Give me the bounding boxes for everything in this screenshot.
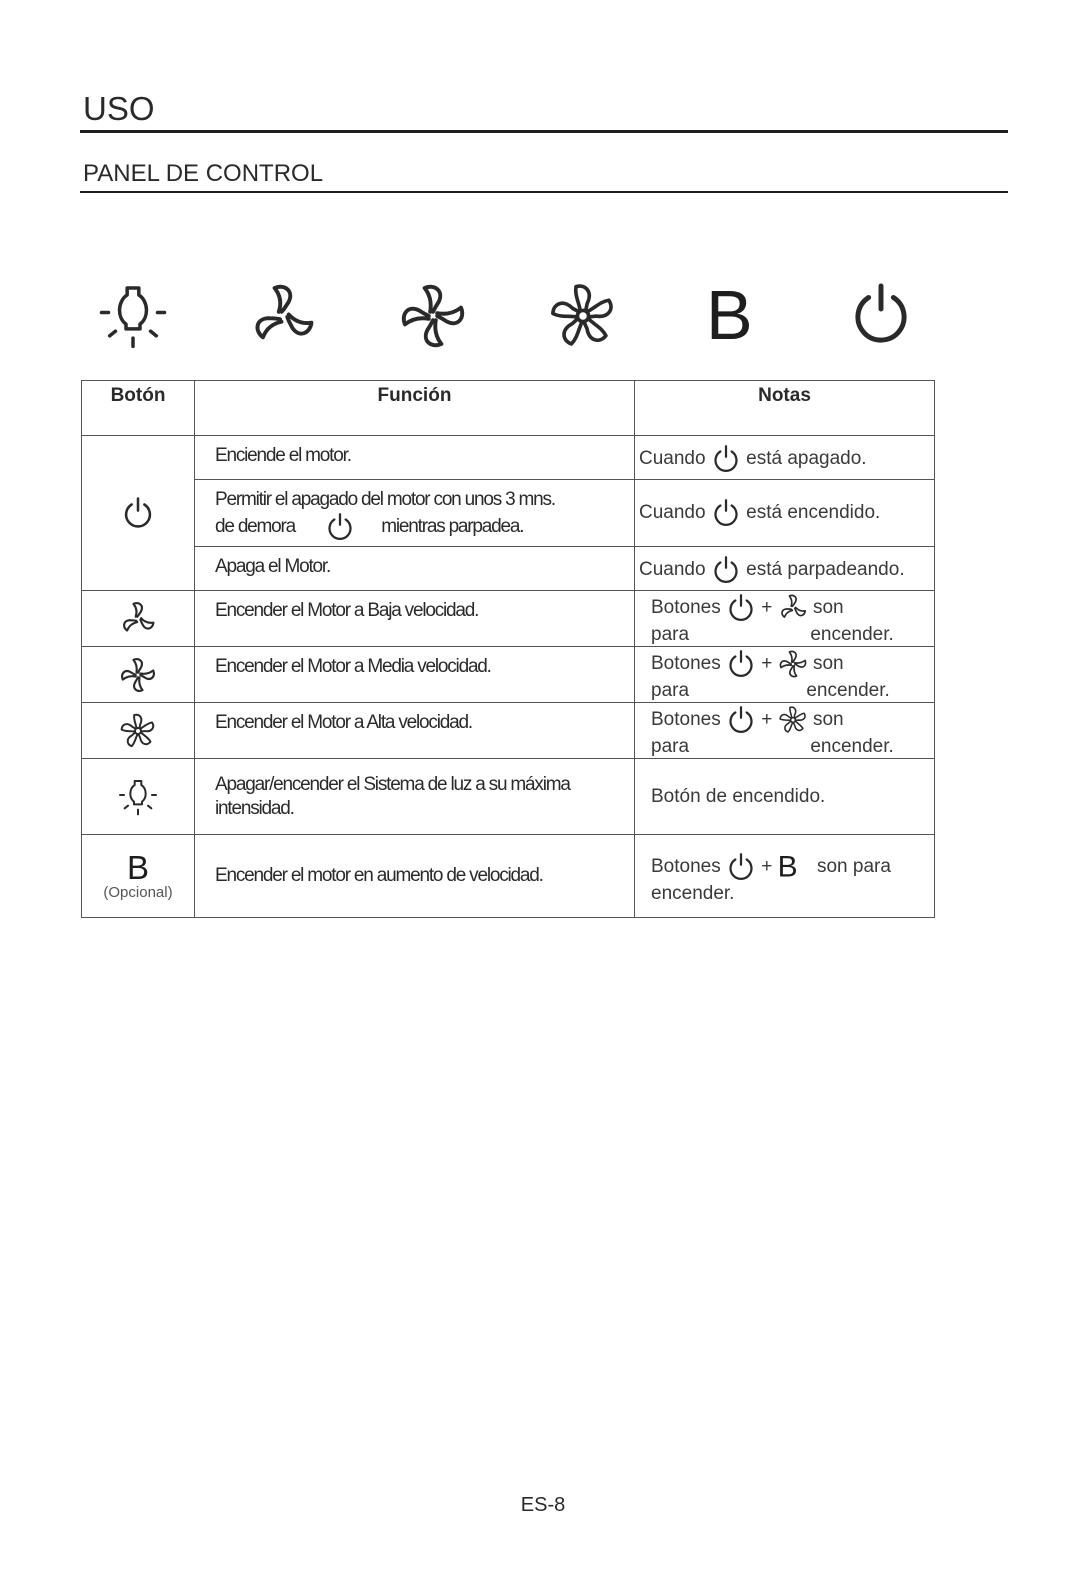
note-cell — [635, 480, 935, 547]
note-text: son — [812, 653, 844, 675]
note-text: Botones — [651, 709, 721, 731]
note-text: para — [651, 680, 690, 701]
control-table — [81, 380, 935, 918]
light-bulb-icon — [98, 281, 168, 351]
note-text: encender. — [806, 680, 890, 701]
power-button-cell — [82, 436, 195, 591]
note-text: son para — [816, 855, 891, 877]
optional-label: (Opcional) — [103, 883, 173, 901]
note-text: está encendido. — [746, 502, 881, 524]
function-line: Permitir el apagado del motor con unos 3 mns. — [215, 489, 555, 510]
table-row — [82, 436, 935, 480]
function-text: Apagar/encender el Sistema de luz a su máxima intensidad. — [195, 759, 635, 835]
function-text: Encender el Motor a Alta velocidad. — [195, 703, 635, 759]
fan-medium-icon — [119, 656, 157, 694]
power-icon — [726, 852, 756, 882]
function-line: de demora — [215, 516, 296, 538]
section-title: USO — [83, 90, 155, 127]
section-subtitle: PANEL DE CONTROL — [83, 160, 324, 187]
note-text: Botones — [651, 597, 721, 619]
note-cell: Botones + son para encender. — [635, 591, 935, 647]
note-cell: Botones + son para encender. — [635, 647, 935, 703]
header-function: Función — [195, 381, 635, 436]
header-button: Botón — [82, 381, 195, 436]
fan-low-icon — [248, 281, 318, 351]
power-icon — [726, 593, 756, 623]
title-rule — [80, 130, 1008, 133]
power-icon — [726, 705, 756, 735]
function-text: Encender el Motor a Baja velocidad. — [195, 591, 635, 647]
fan-high-icon — [119, 712, 157, 750]
note-cell: Botones + son para encender. — [635, 703, 935, 759]
function-text: Encender el Motor a Media velocidad. — [195, 647, 635, 703]
note-text: Botones — [651, 653, 721, 675]
note-text: está parpadeando. — [746, 559, 905, 581]
table-row — [82, 703, 935, 759]
power-icon — [325, 512, 355, 542]
boost-b-icon: B — [706, 276, 753, 354]
table-header-row — [82, 381, 935, 436]
table-row — [82, 591, 935, 647]
note-text: son — [812, 709, 844, 731]
note-text: Cuando — [639, 559, 706, 581]
power-icon — [121, 496, 155, 530]
note-text: para — [651, 624, 690, 645]
table-row — [82, 547, 935, 591]
boost-button-cell — [82, 835, 195, 918]
light-button-cell — [82, 759, 195, 835]
fan-high-icon — [548, 281, 618, 351]
fan-low-icon — [778, 593, 808, 623]
function-text — [195, 480, 635, 547]
note-text: Cuando — [639, 502, 706, 524]
note-cell: Botones + B son para encender. — [635, 835, 935, 918]
boost-b-icon: B — [777, 850, 798, 883]
fan-medium-icon — [398, 281, 468, 351]
boost-b-icon: B — [126, 848, 149, 886]
light-bulb-icon — [118, 777, 158, 817]
header-notes: Notas — [635, 381, 935, 436]
note-text: Cuando — [639, 448, 706, 470]
table-row — [82, 835, 935, 918]
note-cell — [635, 436, 935, 480]
power-icon — [711, 498, 741, 528]
power-icon — [711, 555, 741, 585]
note-cell — [635, 547, 935, 591]
note-text: para — [651, 736, 690, 757]
note-text: Botón de encendido. — [635, 759, 935, 835]
fan-high-icon — [778, 705, 808, 735]
note-text: son — [812, 597, 844, 619]
function-line: mientras parpadea. — [381, 516, 524, 538]
page-number: ES-8 — [520, 1494, 566, 1516]
note-text: está apagado. — [746, 448, 867, 470]
table-row — [82, 480, 935, 547]
note-text: encender. — [651, 882, 735, 904]
note-text: Botones — [651, 855, 721, 877]
power-icon — [711, 444, 741, 474]
function-text: Encender el motor en aumento de velocidad. — [195, 835, 635, 918]
fan-medium-icon — [778, 649, 808, 679]
table-row — [82, 759, 935, 835]
function-text: Apaga el Motor. — [195, 547, 635, 591]
fan-low-button-cell — [82, 591, 195, 647]
note-text: encender. — [810, 736, 894, 757]
function-text: Enciende el motor. — [195, 436, 635, 480]
fan-medium-button-cell — [82, 647, 195, 703]
note-text: encender. — [810, 624, 894, 645]
power-icon — [726, 649, 756, 679]
fan-low-icon — [119, 600, 157, 638]
power-icon — [848, 281, 914, 347]
fan-high-button-cell — [82, 703, 195, 759]
table-row — [82, 647, 935, 703]
subtitle-rule — [80, 191, 1008, 193]
